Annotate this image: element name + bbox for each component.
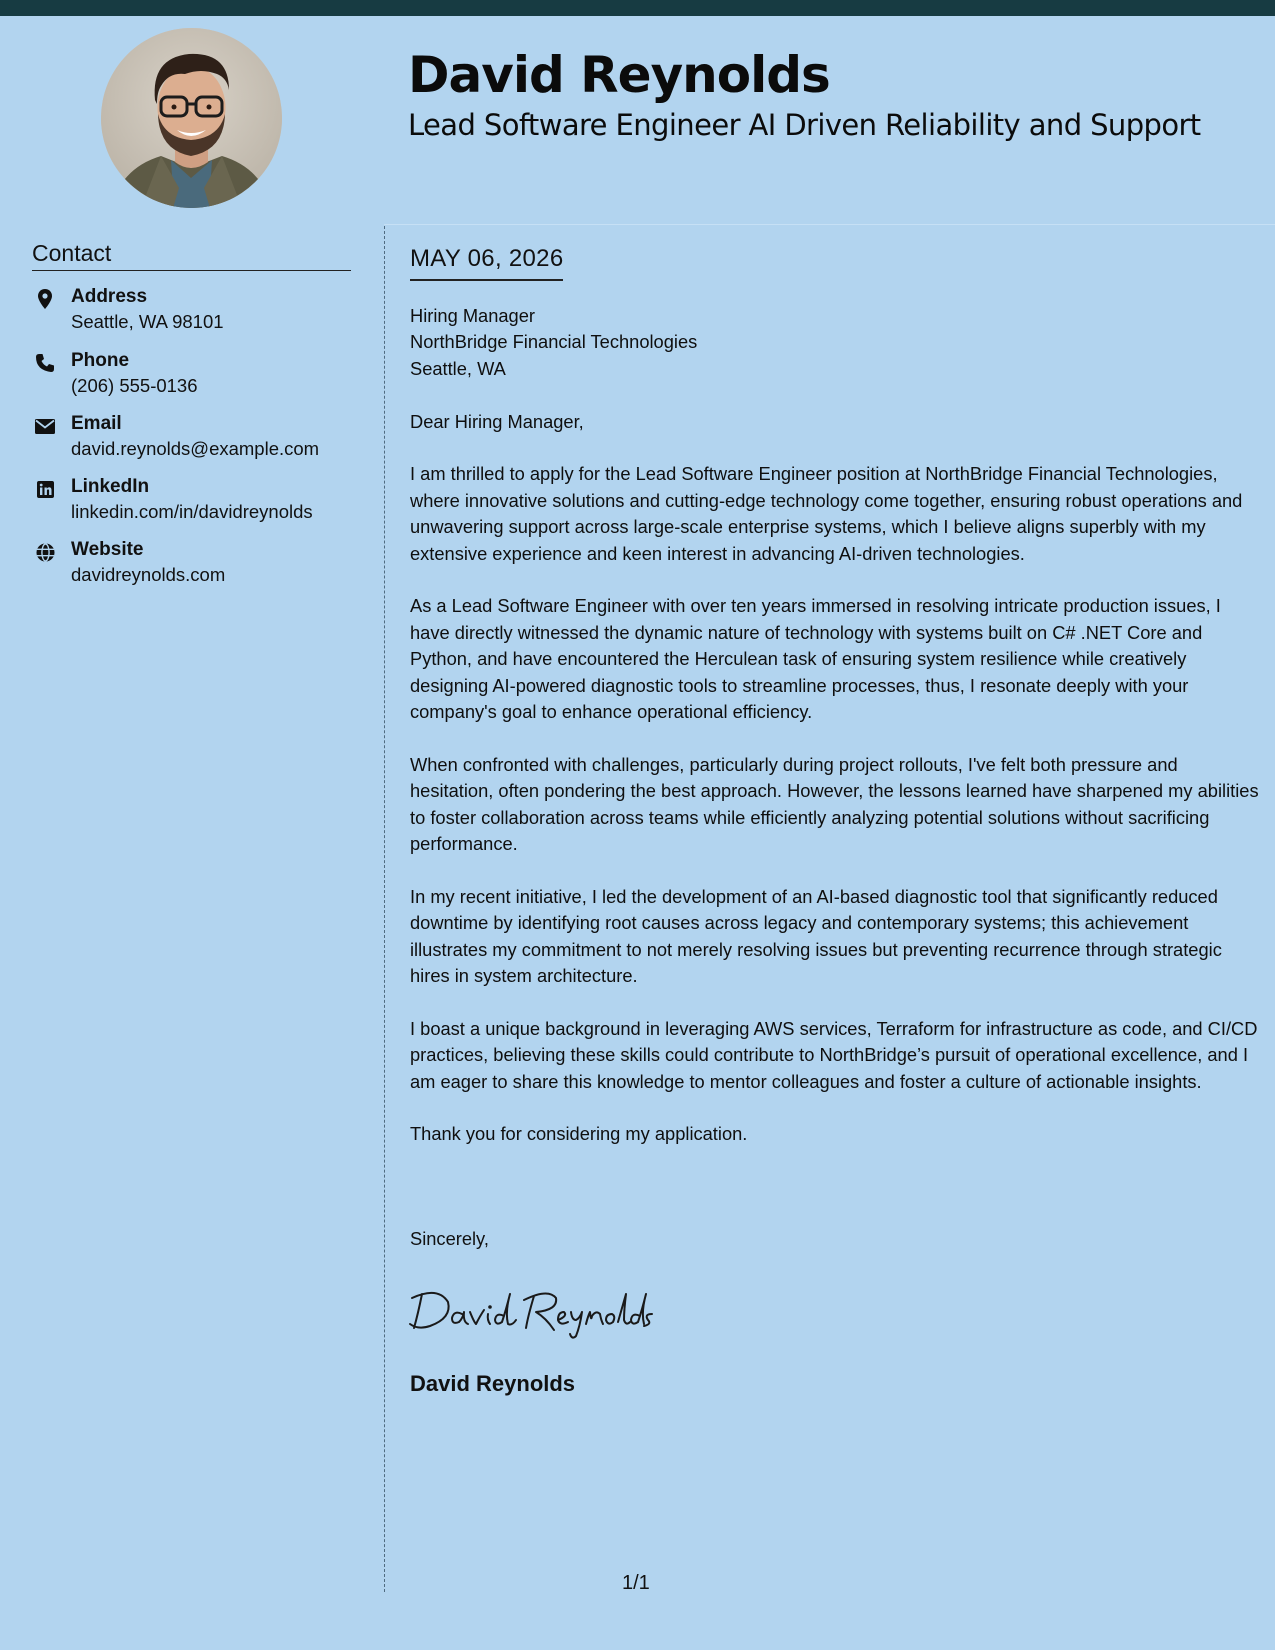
- envelope-icon: [32, 415, 58, 437]
- handwritten-signature: [408, 1280, 653, 1345]
- header-divider: [384, 224, 1275, 225]
- column-divider: [384, 226, 385, 1592]
- recipient-line: Seattle, WA: [410, 357, 506, 379]
- contact-label: Phone: [71, 350, 130, 371]
- contact-value[interactable]: linkedin.com/in/davidreynolds: [71, 501, 313, 522]
- recipient-line: Hiring Manager: [410, 305, 535, 326]
- contact-heading: Contact: [32, 240, 351, 271]
- letter-body: [410, 303, 1260, 1174]
- closing: Sincerely,: [410, 1228, 489, 1249]
- recipient-block: [410, 303, 1260, 382]
- globe-icon: [32, 541, 58, 563]
- body-paragraph: As a Lead Software Engineer with over ten years immersed in resolving intricate production issues, I have directly witnessed the dynamic nature of technology with systems built on C# .NET Core and Python, and have encountered the Herculean task of ensuring system resilience while creatively designing AI-powered diagnostic tools to streamline processes, thus, I resonate deeply with your company's goal to enhance operational efficiency.: [410, 595, 1221, 723]
- contact-label: Website: [71, 539, 144, 560]
- linkedin-icon: [32, 478, 58, 500]
- contact-value: Seattle, WA 98101: [71, 311, 224, 332]
- contact-value: (206) 555-0136: [71, 375, 198, 396]
- contact-label: Email: [71, 413, 122, 434]
- body-paragraph: In my recent initiative, I led the development of an AI-based diagnostic tool that significantly reduced downtime by identifying root causes across legacy and contemporary systems; this achievement illustrates my commitment to not merely resolving issues but preventing recurrence through strategic hires in system architecture.: [410, 885, 1222, 987]
- contact-value[interactable]: davidreynolds.com: [71, 564, 226, 585]
- page-number: 1/1: [622, 1572, 650, 1594]
- salutation: Dear Hiring Manager,: [410, 410, 584, 432]
- signer-name: David Reynolds: [410, 1371, 576, 1396]
- letter-date: MAY 06, 2026: [410, 245, 563, 281]
- top-accent-bar: [0, 0, 1275, 16]
- candidate-title: Lead Software Engineer AI Driven Reliability and Support: [408, 108, 1201, 142]
- contact-label: LinkedIn: [71, 476, 150, 497]
- recipient-line: NorthBridge Financial Technologies: [410, 331, 698, 353]
- body-paragraph: When confronted with challenges, particularly during project rollouts, I've felt both pressure and hesitation, often pondering the best approach. However, the lessons learned have sharpened my abilities to foster collaboration across teams while efficiently analyzing potential solutions without sacrificing performance.: [410, 753, 1259, 855]
- body-paragraph: I boast a unique background in leveraging AWS services, Terraform for infrastructure as code, and CI/CD practices, believing these skills could contribute to NorthBridge’s pursuit of operational excellence, and I am eager to share this knowledge to mentor colleagues and foster a culture of actionable insights.: [410, 1017, 1258, 1092]
- body-paragraph: Thank you for considering my application.: [410, 1123, 748, 1145]
- phone-icon: [32, 352, 58, 374]
- body-paragraph: I am thrilled to apply for the Lead Software Engineer position at NorthBridge Financial Technologies, where innovative solutions and cutting-edge technology come together, ensuring robust operations and unwavering support across large-scale enterprise systems, which I believe aligns superbly with my extensive experience and keen interest in advancing AI-driven technologies.: [410, 463, 1243, 564]
- map-pin-icon: [32, 288, 58, 310]
- avatar: [101, 28, 282, 208]
- candidate-name: David Reynolds: [408, 46, 830, 104]
- contact-value[interactable]: david.reynolds@example.com: [71, 438, 320, 459]
- contact-label: Address: [71, 286, 148, 307]
